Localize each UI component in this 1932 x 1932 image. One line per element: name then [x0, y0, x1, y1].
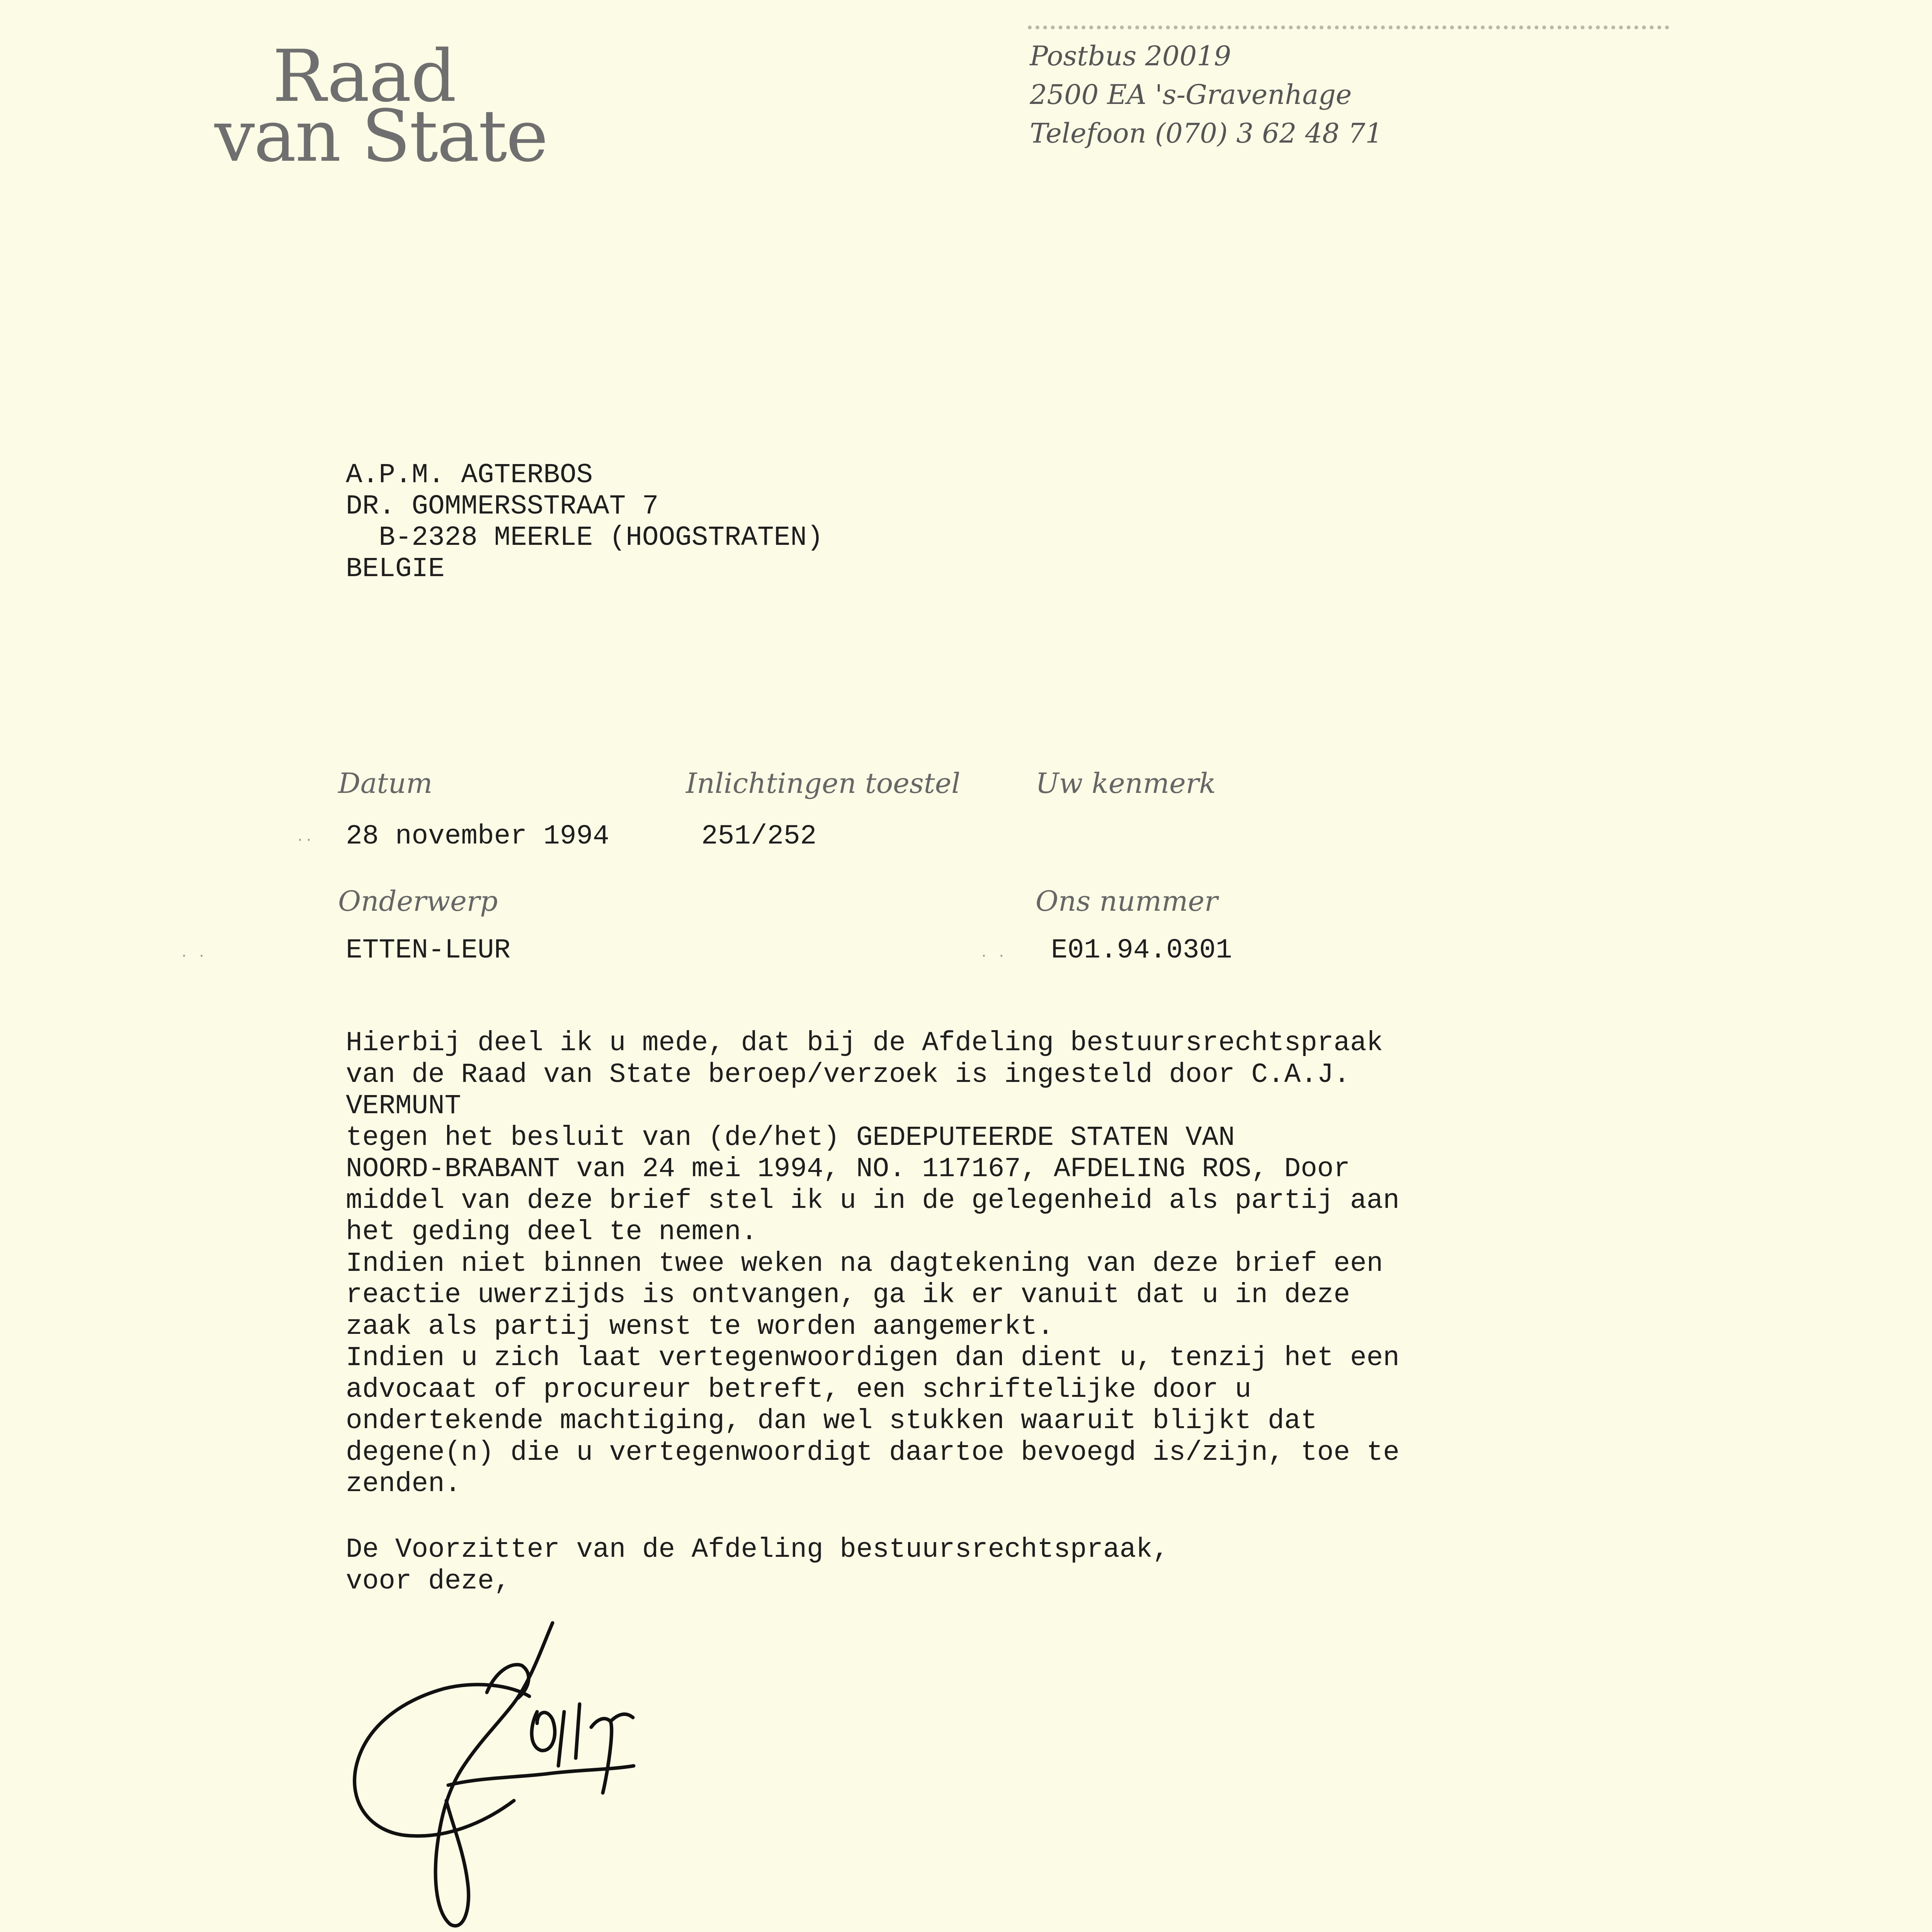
closing-line: voor deze, [346, 1566, 511, 1597]
body-line: het geding deel te nemen. [346, 1217, 758, 1248]
nummer-label: Ons nummer [1036, 885, 1218, 917]
perforation-line [1028, 26, 1669, 29]
address-line: DR. GOMMERSSTRAAT 7 [346, 491, 659, 522]
body-line: Indien u zich laat vertegenwoordigen dan dient u, tenzij het een [346, 1343, 1400, 1374]
datum-value: 28 november 1994 [346, 821, 609, 852]
body-line: zaak als partij wenst te worden aangemerkt. [346, 1311, 1054, 1342]
body-line: reactie uwerzijds is ontvangen, ga ik er vanuit dat u in deze [346, 1280, 1350, 1311]
handwritten-signature [348, 1615, 696, 1932]
body-line: advocaat of procureur betreft, een schriftelijke door u [346, 1374, 1252, 1405]
inlichtingen-label: Inlichtingen toestel [686, 767, 961, 799]
margin-mark: .. [298, 827, 315, 845]
margin-mark: . . [981, 943, 1008, 961]
datum-label: Datum [338, 767, 433, 799]
closing-line: De Voorzitter van de Afdeling bestuursrechtspraak, [346, 1534, 1169, 1565]
body-line: Hierbij deel ik u mede, dat bij de Afdeling bestuursrechtspraak [346, 1028, 1383, 1059]
address-line: B-2328 MEERLE (HOOGSTRATEN) [346, 522, 823, 553]
body-line: NOORD-BRABANT van 24 mei 1994, NO. 117167, AFDELING ROS, Door [346, 1154, 1350, 1185]
body-line: degene(n) die u vertegenwoordigt daartoe bevoegd is/zijn, toe te [346, 1437, 1400, 1468]
margin-mark: . . [182, 943, 208, 961]
logo-line-1: Raad [272, 34, 456, 118]
body-line: tegen het besluit van (de/het) GEDEPUTEERDE STATEN VAN [346, 1122, 1235, 1153]
postal-city: 2500 EA 's-Gravenhage [1030, 79, 1352, 111]
body-line: Indien niet binnen twee weken na dagtekening van deze brief een [346, 1248, 1383, 1279]
letter-body [346, 1028, 1400, 1500]
body-line: van de Raad van State beroep/verzoek is ingesteld door C.A.J. [346, 1059, 1350, 1090]
body-line: middel van deze brief stel ik u in de gelegenheid als partij aan [346, 1185, 1400, 1216]
recipient-address [346, 460, 823, 585]
closing [346, 1534, 1169, 1597]
logo-line-2: van State [214, 94, 547, 178]
address-line: BELGIE [346, 554, 445, 585]
onderwerp-value: ETTEN-LEUR [346, 935, 511, 966]
phone-number: Telefoon (070) 3 62 48 71 [1030, 117, 1383, 149]
body-line: VERMUNT [346, 1091, 461, 1122]
nummer-value: E01.94.0301 [1051, 935, 1232, 966]
postbus: Postbus 20019 [1030, 40, 1231, 72]
raad-van-state-logo [214, 34, 547, 178]
address-line: A.P.M. AGTERBOS [346, 460, 593, 491]
letterhead-contact [1030, 37, 1383, 153]
body-line: ondertekende machtiging, dan wel stukken waaruit blijkt dat [346, 1406, 1317, 1437]
inlichtingen-value: 251/252 [701, 821, 817, 852]
onderwerp-label: Onderwerp [338, 885, 498, 917]
kenmerk-label: Uw kenmerk [1036, 767, 1216, 799]
body-line: zenden. [346, 1469, 461, 1500]
